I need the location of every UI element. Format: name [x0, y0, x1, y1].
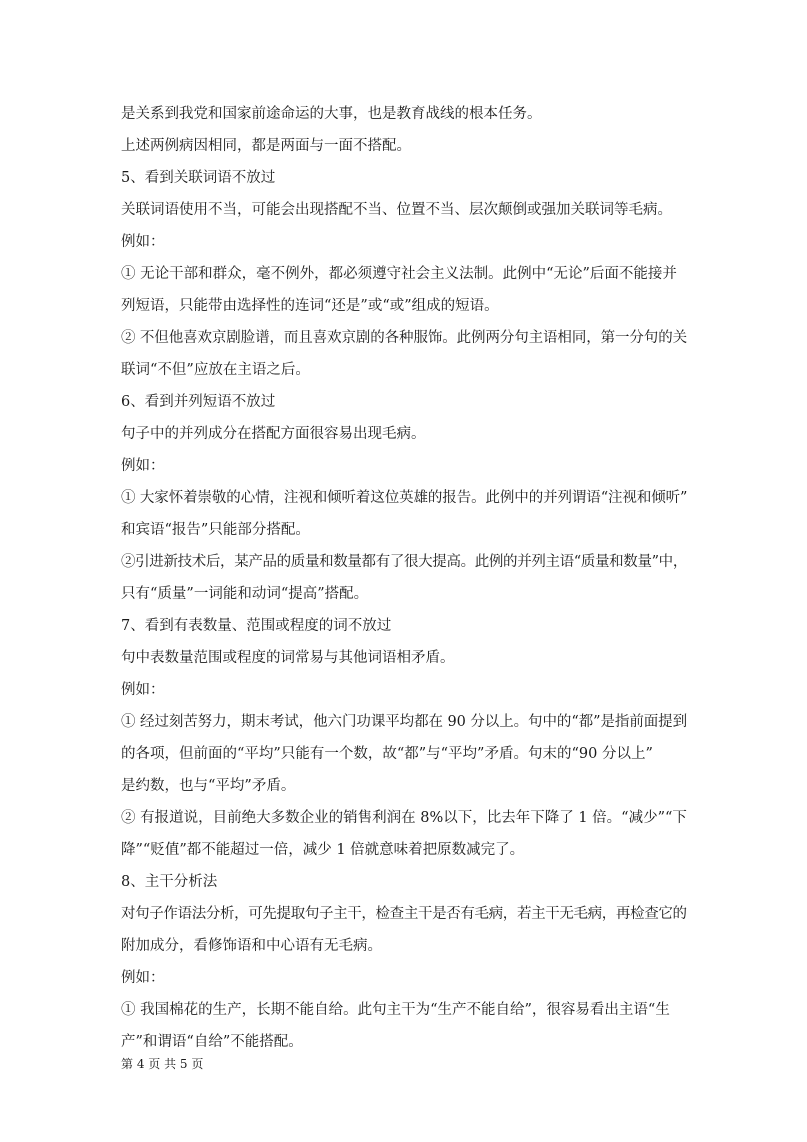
text-line: ① 无论干部和群众，毫不例外，都必须遵守社会主义法制。此例中“无论”后面不能接并: [121, 266, 677, 282]
text-line: 例如：: [121, 234, 165, 250]
text-line: 例如：: [121, 970, 165, 986]
text-line: 产”和谓语“自给”不能搭配。: [121, 1034, 303, 1050]
text-line: 7、看到有表数量、范围或程度的词不放过: [121, 618, 392, 634]
text-line: 降”“贬值”都不能超过一倍，减少 1 倍就意味着把原数减完了。: [121, 842, 525, 858]
text-line: 关联词语使用不当，可能会出现搭配不当、位置不当、层次颠倒或强加关联词等毛病。: [121, 202, 672, 218]
text-line: 6、看到并列短语不放过: [121, 394, 276, 410]
text-line: 只有“质量”一词能和动词“提高”搭配。: [121, 586, 369, 602]
page-footer: 第 4 页 共 5 页: [121, 1057, 204, 1071]
text-line: 附加成分，看修饰语和中心语有无毛病。: [121, 938, 382, 954]
text-line: 8、主干分析法: [121, 874, 218, 890]
text-line: 5、看到关联词语不放过: [121, 170, 276, 186]
text-line: ① 大家怀着崇敬的心情，注视和倾听着这位英雄的报告。此例中的并列谓语“注视和倾听”: [121, 490, 688, 506]
text-line: ① 经过刻苦努力，期末考试，他六门功课平均都在 90 分以上。句中的“都”是指前面提到: [121, 714, 688, 730]
text-line: 是关系到我党和国家前途命运的大事，也是教育战线的根本任务。: [121, 106, 542, 122]
page-body: [121, 98, 687, 1058]
text-line: ②引进新技术后，某产品的质量和数量都有了很大提高。此例的并列主语“质量和数量”中，: [121, 554, 687, 570]
text-line: 句中表数量范围或程度的词常易与其他词语相矛盾。: [121, 650, 455, 666]
text-line: ① 我国棉花的生产，长期不能自给。此句主干为“生产不能自给”，很容易看出主语“生: [121, 1002, 670, 1018]
text-line: 联词“不但”应放在主语之后。: [121, 362, 310, 378]
text-line: ② 有报道说，目前绝大多数企业的销售利润在 8%以下，比去年下降了 1 倍。“减少”“下: [121, 810, 687, 826]
text-line: 对句子作语法分析，可先提取句子主干，检查主干是否有毛病，若主干无毛病，再检查它的: [121, 906, 687, 922]
text-line: 是约数，也与“平均”矛盾。: [121, 778, 296, 794]
text-line: 例如：: [121, 682, 165, 698]
text-line: 句子中的并列成分在搭配方面很容易出现毛病。: [121, 426, 426, 442]
text-line: 上述两例病因相同，都是两面与一面不搭配。: [121, 138, 411, 154]
text-line: 和宾语“报告”只能部分搭配。: [121, 522, 310, 538]
text-line: 列短语，只能带由选择性的连词“还是”或“或”组成的短语。: [121, 298, 499, 314]
text-line: 的各项，但前面的“平均”只能有一个数，故“都”与“平均”矛盾。句末的“90 分以上”: [121, 746, 653, 762]
text-line: 例如：: [121, 458, 165, 474]
text-line: ② 不但他喜欢京剧脸谱，而且喜欢京剧的各种服饰。此例两分句主语相同，第一分句的关: [121, 330, 688, 346]
